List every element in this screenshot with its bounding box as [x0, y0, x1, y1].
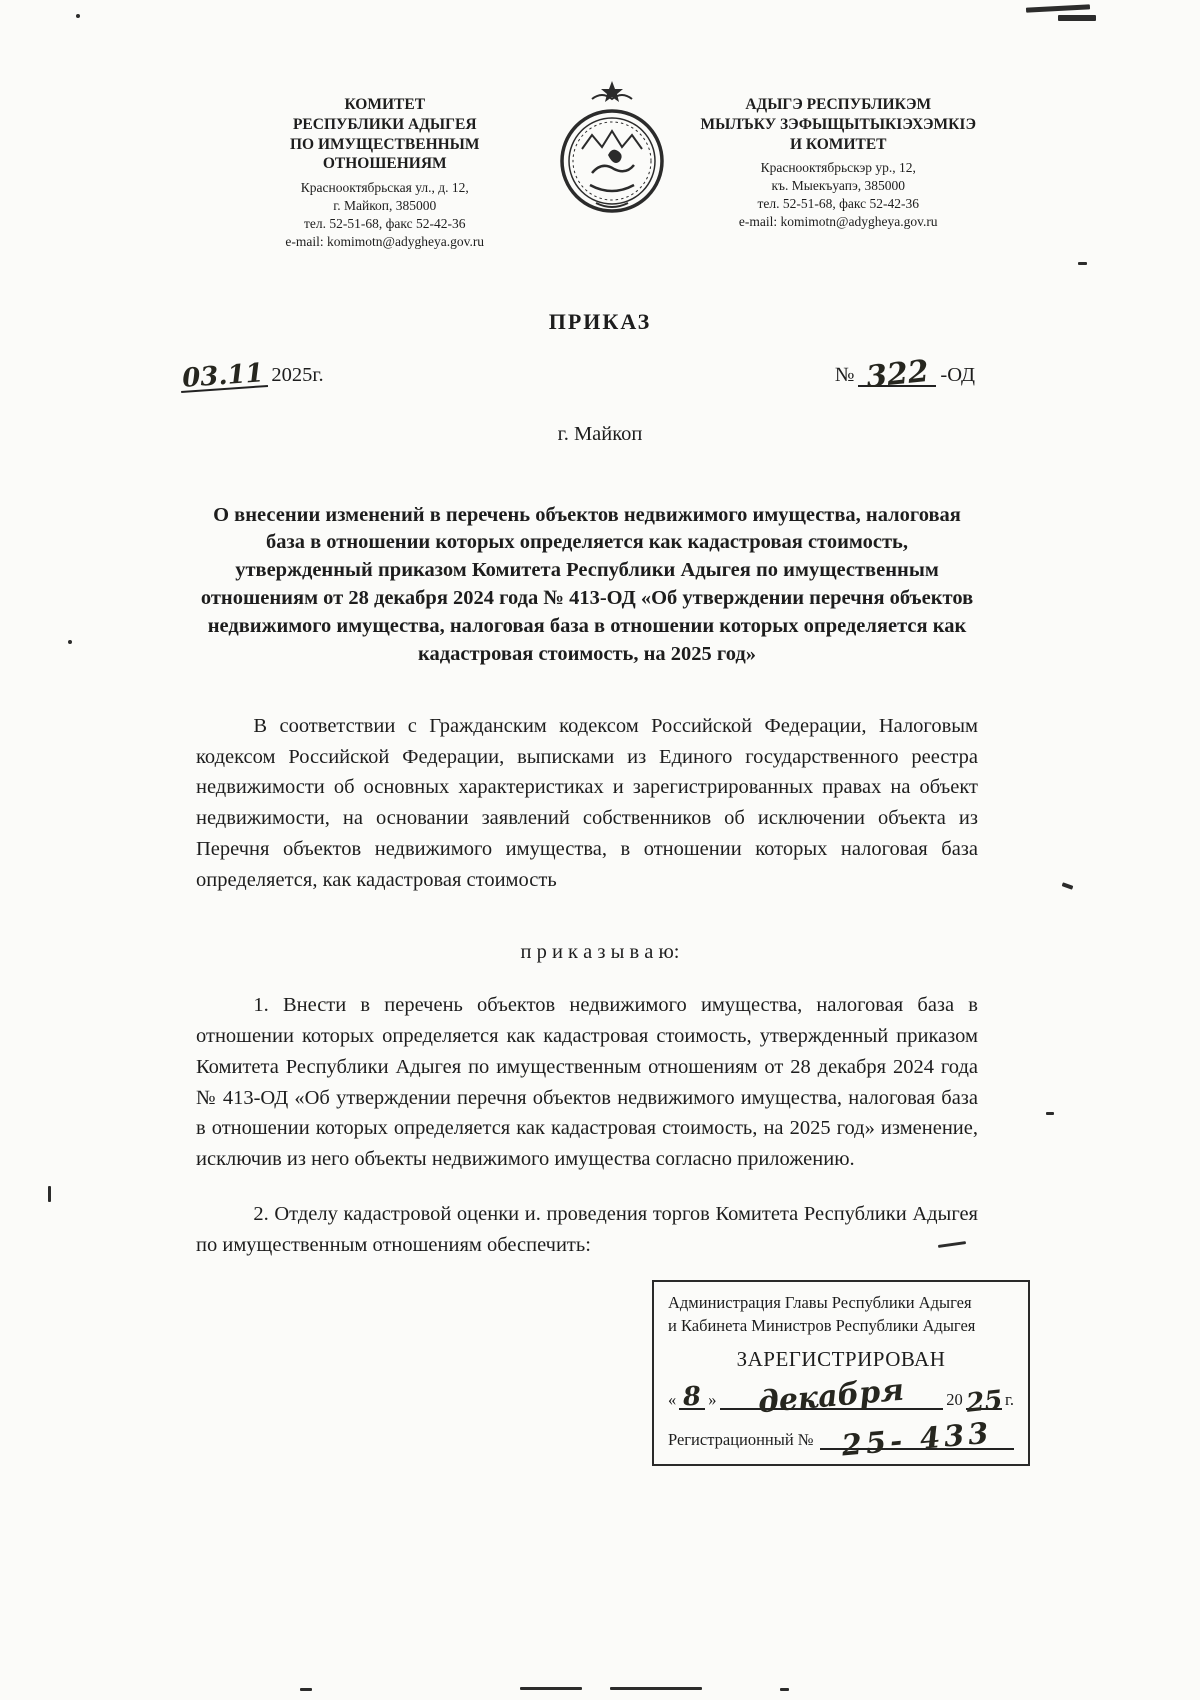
date-number-row — [180, 353, 975, 395]
stamp-org-line: Администрация Главы Республики Адыгея — [668, 1293, 972, 1313]
preamble-paragraph: В соответствии с Гражданским кодексом Российской Федерации, Налоговым кодексом Российской Федерации, выписками из Единого государственного реестра недвижимости об основных характеристиках и зарегистрированных правах на объект недвижимости, на основании заявлений собственников об исключении объекта из Перечня объектов недвижимого имущества, в отношении которых налоговая база определяется, как кадастровая стоимость — [196, 714, 978, 891]
handwritten-year: 25 — [964, 1384, 1004, 1419]
scan-artifact — [48, 1186, 51, 1202]
order-item-2: 2. Отделу кадастровой оценки и. проведения торгов Комитета Республики Адыгея по имущественным отношениям обеспечить: — [196, 1202, 978, 1256]
address-line: Краснооктябрьскэр ур., 12, — [760, 160, 916, 176]
handwritten-number: 322 — [864, 353, 931, 395]
org-name-ru — [228, 95, 542, 174]
scan-artifact — [68, 640, 72, 644]
scan-artifact — [76, 14, 80, 18]
order-title: ПРИКАЗ — [548, 308, 652, 334]
handwritten-month: декабря — [757, 1372, 906, 1421]
order-subject: О внесении изменений в перечень объектов недвижимого имущества, налоговая база в отношении которых определяется как кадастровая стоимость, утвержденный приказом Комитета Республики Адыгея по имущественным отношениям от 28 декабря 2024 года № 413-ОД «Об утверждении перечня объектов недвижимого имущества, налоговая база в отношении которых определяется как кадастровая стоимость, на 2025 год» — [200, 503, 974, 665]
scan-artifact — [1078, 262, 1087, 265]
stamp-month-blank — [720, 1372, 944, 1421]
stamp-year-blank — [964, 1384, 1004, 1419]
stamp-reg-label: Регистрационный № — [668, 1429, 814, 1449]
handwritten-date: 03.11 — [179, 362, 268, 393]
order-word: п р и к а з ы в а ю: — [520, 941, 680, 964]
letterhead — [228, 95, 995, 251]
org-name-line: РЕСПУБЛИКИ АДЫГЕЯ — [292, 115, 477, 133]
org-address-ru — [228, 179, 542, 250]
stamp-org-line: и Кабинета Министров Республики Адыгея — [668, 1315, 976, 1335]
scan-artifact — [610, 1687, 702, 1690]
quote-open: « — [668, 1389, 677, 1409]
stamp-org — [668, 1292, 1014, 1337]
scan-artifact — [780, 1688, 789, 1691]
org-name-line: АДЫГЭ РЕСПУБЛИКЭМ — [745, 96, 932, 113]
address-line: г. Майкоп, 385000 — [333, 198, 437, 214]
city-line: г. Майкоп — [557, 422, 643, 445]
address-line: тел. 52-51-68, факс 52-42-36 — [757, 196, 919, 212]
org-name-ady — [682, 95, 996, 154]
order-number — [834, 353, 975, 395]
scan-artifact — [1058, 15, 1096, 21]
org-name-line: ПО ИМУЩЕСТВЕННЫМ ОТНОШЕНИЯМ — [289, 135, 480, 173]
address-line: тел. 52-51-68, факс 52-42-36 — [304, 215, 466, 231]
letterhead-right — [682, 95, 996, 231]
handwritten-reg-number: 25- 433 — [840, 1415, 994, 1463]
address-line: къ. Мыекъуапэ, 385000 — [771, 178, 906, 194]
coat-of-arms-icon — [554, 77, 670, 229]
org-name-line: И КОМИТЕТ — [789, 135, 887, 153]
number-suffix: -ОД — [940, 363, 975, 386]
order-date — [180, 358, 324, 395]
stamp-reg-blank — [820, 1415, 1014, 1463]
letterhead-left — [228, 95, 542, 251]
number-sign: № — [834, 363, 855, 386]
coat-of-arms-svg — [556, 77, 668, 229]
address-line: Краснооктябрьская ул., д. 12, — [300, 180, 469, 196]
stamp-date-row — [668, 1372, 1014, 1421]
number-blank-line — [858, 353, 936, 395]
registration-stamp — [652, 1280, 1030, 1466]
stamp-reg-row — [668, 1415, 1014, 1463]
stamp-day-blank — [679, 1381, 705, 1413]
scan-artifact — [1026, 4, 1090, 12]
stamp-year-suffix: г. — [1004, 1389, 1014, 1409]
scan-artifact — [300, 1688, 312, 1691]
address-line: e-mail: komimotn@adygheya.gov.ru — [285, 233, 485, 249]
address-line: e-mail: komimotn@adygheya.gov.ru — [738, 213, 938, 229]
handwritten-day: 8 — [682, 1381, 703, 1413]
org-name-line: КОМИТЕТ — [344, 96, 426, 113]
order-item-1: 1. Внести в перечень объектов недвижимого имущества, налоговая база в отношении которых определяется как кадастровая стоимость, утвержденный приказом Комитета Республики Адыгея по имущественным отношениям от 28 декабря 2024 года № 413-ОД «Об утверждении перечня объектов недвижимого имущества, налоговая база в отношении которых определяется как кадастровая стоимость, на 2025 год» изменение, исключив из него объекты недвижимого имущества согласно приложению. — [196, 994, 978, 1171]
scan-artifact — [520, 1687, 582, 1690]
scan-artifact — [1062, 882, 1074, 890]
scan-artifact — [1046, 1112, 1054, 1115]
quote-close: » — [708, 1389, 717, 1409]
date-year-suffix: 2025г. — [271, 363, 324, 386]
org-name-line: МЫЛЪКУ ЗЭФЫЩЫТЫКIЭХЭМКIЭ — [700, 115, 976, 133]
stamp-registered-label: ЗАРЕГИСТРИРОВАН — [736, 1346, 946, 1371]
stamp-year-prefix: 20 — [946, 1389, 963, 1409]
org-address-ady — [682, 159, 996, 230]
